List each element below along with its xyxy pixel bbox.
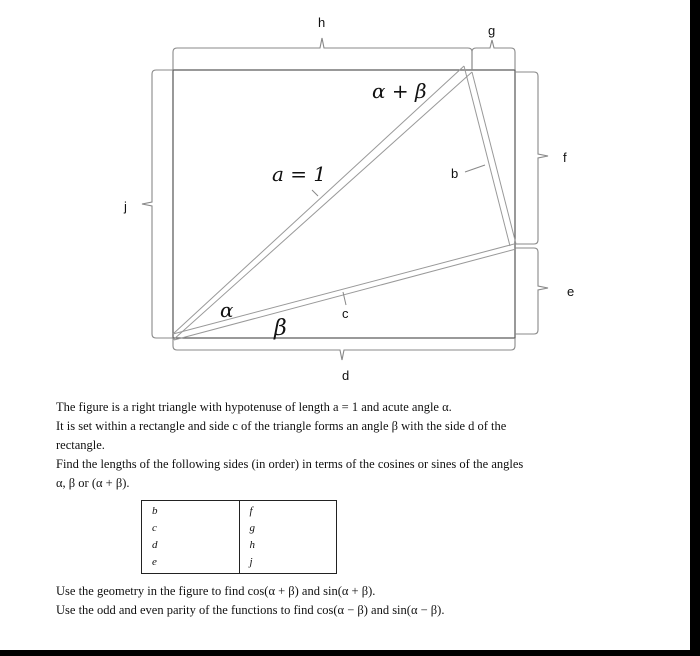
table-cell: g	[249, 522, 255, 534]
label-f: f	[563, 150, 567, 165]
description-line-2: It is set within a rectangle and side c of the triangle forms an angle β with the side d of the rectangle.	[56, 419, 507, 452]
tick-a	[312, 190, 318, 196]
table-cell: b	[152, 505, 158, 517]
description-line-1: The figure is a right triangle with hypotenuse of length a = 1 and acute angle α.	[56, 400, 452, 414]
label-beta: β	[274, 316, 287, 341]
instructions	[56, 582, 526, 620]
side-a	[173, 66, 472, 340]
table-cell: c	[152, 522, 157, 534]
brace-f	[515, 72, 548, 244]
table-cell: h	[249, 539, 255, 551]
instruction-line-2: Use the odd and even parity of the functions to find cos(α − β) and sin(α − β).	[56, 603, 445, 617]
label-b: b	[451, 166, 459, 181]
label-j: j	[124, 199, 127, 214]
table-cell: f	[249, 505, 253, 517]
brace-g	[472, 40, 515, 70]
label-h: h	[318, 15, 326, 30]
side-c	[173, 244, 516, 340]
label-e: e	[567, 284, 575, 299]
sides-table	[141, 500, 337, 574]
brace-j	[142, 70, 173, 338]
table-cell: j	[249, 556, 253, 568]
brace-h	[173, 38, 472, 70]
label-g: g	[488, 23, 496, 38]
instruction-line-1: Use the geometry in the figure to find cos(α + β) and sin(α + β).	[56, 584, 376, 598]
label-d: d	[342, 368, 350, 383]
bottom-border-bar	[0, 650, 700, 656]
table-col-1	[142, 501, 240, 574]
table-cell: e	[152, 556, 157, 568]
table-col-2	[239, 501, 337, 574]
label-a-equals-1: a = 1	[272, 162, 327, 186]
tick-b	[465, 165, 485, 172]
brace-d	[173, 338, 515, 360]
side-b	[464, 66, 516, 246]
table-cell: d	[152, 539, 158, 551]
label-c: c	[342, 306, 349, 321]
description-line-3: Find the lengths of the following sides (in order) in terms of the cosines or sines of the angles α, β or (α + β).	[56, 457, 524, 490]
brace-e	[515, 248, 548, 334]
label-alpha-plus-beta: α + β	[372, 79, 427, 103]
problem-description	[56, 398, 526, 493]
label-alpha: α	[220, 298, 234, 322]
